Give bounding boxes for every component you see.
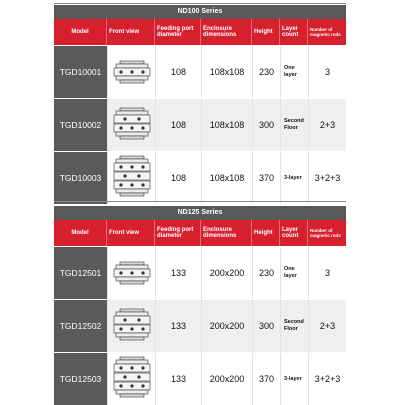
enclosure-cell: 200x200 [201,247,252,299]
model-cell: TGD12502 [54,300,107,352]
magnetic-rods-cell: 2+3 [308,99,346,151]
layer-cell: Second Floor [280,99,308,151]
header-feeding-port: Feeding port diameter [155,19,201,45]
magnetic-rods-cell: 3+2+3 [308,152,346,204]
enclosure-cell: 108x108 [201,152,252,204]
series-title: ND125 Series [54,206,346,220]
table-row [54,352,346,405]
model-cell: TGD10003 [54,152,107,204]
model-cell: TGD12503 [54,353,107,405]
magnetic-filter-3-layer-icon [107,353,155,405]
magnetic-rods-cell: 2+3 [308,300,346,352]
nd100-table [54,5,346,204]
feeding-port-cell: 133 [155,247,201,299]
feeding-port-cell: 108 [155,152,201,204]
height-cell: 300 [252,99,280,151]
table-row [54,246,346,299]
header-feeding-port: Feeding port diameter [155,220,201,246]
magnetic-filter-2-layer-icon [107,300,155,352]
model-cell: TGD10002 [54,99,107,151]
feeding-port-cell: 133 [155,300,201,352]
header-front-view: Front view [107,220,155,246]
table-row [54,45,346,98]
feeding-port-cell: 108 [155,46,201,98]
top-rule [54,3,346,4]
header-model: Model [54,220,107,246]
header-enclosure: Enclosure dimensions [201,19,252,45]
magnetic-filter-1-layer-icon [107,46,155,98]
header-magnetic: Number of magnetic rods [310,228,341,238]
header-height: Height [252,220,280,246]
series-title: ND100 Series [54,5,346,19]
magnetic-rods-cell: 3 [308,247,346,299]
layer-cell: Second Floor [280,300,308,352]
layer-cell: 3-layer [280,353,308,405]
header-layer: Layer count [280,220,308,246]
height-cell: 300 [252,300,280,352]
magnetic-filter-3-layer-icon [107,152,155,204]
table-header [54,220,346,246]
header-magnetic: Number of magnetic rods [310,27,341,37]
magnetic-filter-1-layer-icon [107,247,155,299]
enclosure-cell: 200x200 [201,300,252,352]
table-row [54,299,346,352]
enclosure-cell: 108x108 [201,46,252,98]
table-header [54,19,346,45]
nd125-table [54,206,346,405]
header-front-view: Front view [107,19,155,45]
height-cell: 230 [252,46,280,98]
layer-cell: One layer [280,46,308,98]
table-row [54,151,346,204]
magnetic-filter-2-layer-icon [107,99,155,151]
model-cell: TGD12501 [54,247,107,299]
height-cell: 230 [252,247,280,299]
header-height: Height [252,19,280,45]
height-cell: 370 [252,353,280,405]
header-model: Model [54,19,107,45]
enclosure-cell: 200x200 [201,353,252,405]
header-layer: Layer count [280,19,308,45]
mid-rule [54,201,346,202]
feeding-port-cell: 133 [155,353,201,405]
enclosure-cell: 108x108 [201,99,252,151]
layer-cell: 3-layer [280,152,308,204]
model-cell: TGD10001 [54,46,107,98]
height-cell: 370 [252,152,280,204]
header-enclosure: Enclosure dimensions [201,220,252,246]
feeding-port-cell: 108 [155,99,201,151]
magnetic-rods-cell: 3+2+3 [308,353,346,405]
layer-cell: One layer [280,247,308,299]
table-row [54,98,346,151]
magnetic-rods-cell: 3 [308,46,346,98]
